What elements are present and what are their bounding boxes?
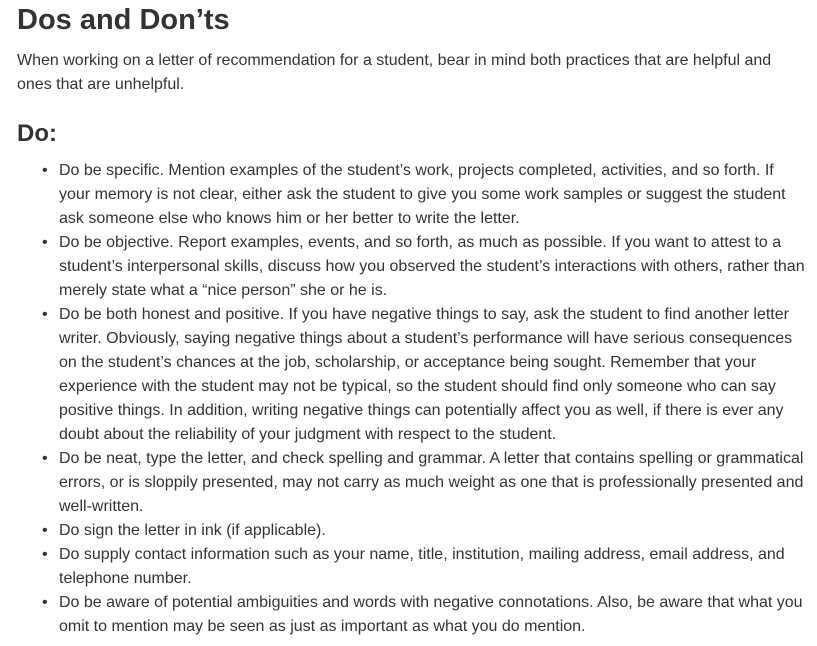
list-item-text: Do supply contact information such as your name, title, institution, mailing address, email address, and telephone number. <box>59 546 785 587</box>
list-item-text: Do sign the letter in ink (if applicable). <box>59 522 326 539</box>
list-item <box>17 447 809 519</box>
bullet-icon: • <box>42 306 48 323</box>
list-item <box>17 303 809 447</box>
list-item <box>17 231 809 303</box>
list-item <box>17 159 809 231</box>
list-item-text: Do be objective. Report examples, events, and so forth, as much as possible. If you want to attest to a student’s interpersonal skills, discuss how you observed the student’s interactions with others, rather than merely state what a “nice person” she or he is. <box>59 234 805 299</box>
bullet-icon: • <box>42 546 48 563</box>
list-item <box>17 591 809 639</box>
list-item <box>17 519 809 543</box>
list-item-text: Do be specific. Mention examples of the student’s work, projects completed, activities, and so forth. If your memory is not clear, either ask the student to give you some work samples or suggest the student ask someone else who knows him or her better to write the letter. <box>59 162 786 227</box>
list-item-text: Do be aware of potential ambiguities and words with negative connotations. Also, be aware that what you omit to mention may be seen as just as important as what you do mention. <box>59 594 803 635</box>
do-list <box>17 159 817 639</box>
bullet-icon: • <box>42 522 48 539</box>
do-heading: Do: <box>17 120 57 147</box>
bullet-icon: • <box>42 162 48 179</box>
list-item-text: Do be neat, type the letter, and check spelling and grammar. A letter that contains spelling or grammatical errors, or is sloppily presented, may not carry as much weight as one that is professionally presented and well-written. <box>59 450 804 515</box>
page-title: Dos and Don’ts <box>17 4 230 36</box>
list-item <box>17 543 809 591</box>
bullet-icon: • <box>42 450 48 467</box>
intro-paragraph: When working on a letter of recommendation for a student, bear in mind both practices that are helpful and ones that are unhelpful. <box>17 52 772 93</box>
list-item-text: Do be both honest and positive. If you have negative things to say, ask the student to find another letter writer. Obviously, saying negative things about a student’s performance will have serious consequences on the student’s chances at the job, scholarship, or acceptance being sought. Remember that your experience with the student may not be typical, so the student should find only someone who can say positive things. In addition, writing negative things can potentially affect you as well, if there is ever any doubt about the reliability of your judgment with respect to the student. <box>59 306 793 443</box>
bullet-icon: • <box>42 234 48 251</box>
bullet-icon: • <box>42 594 48 611</box>
